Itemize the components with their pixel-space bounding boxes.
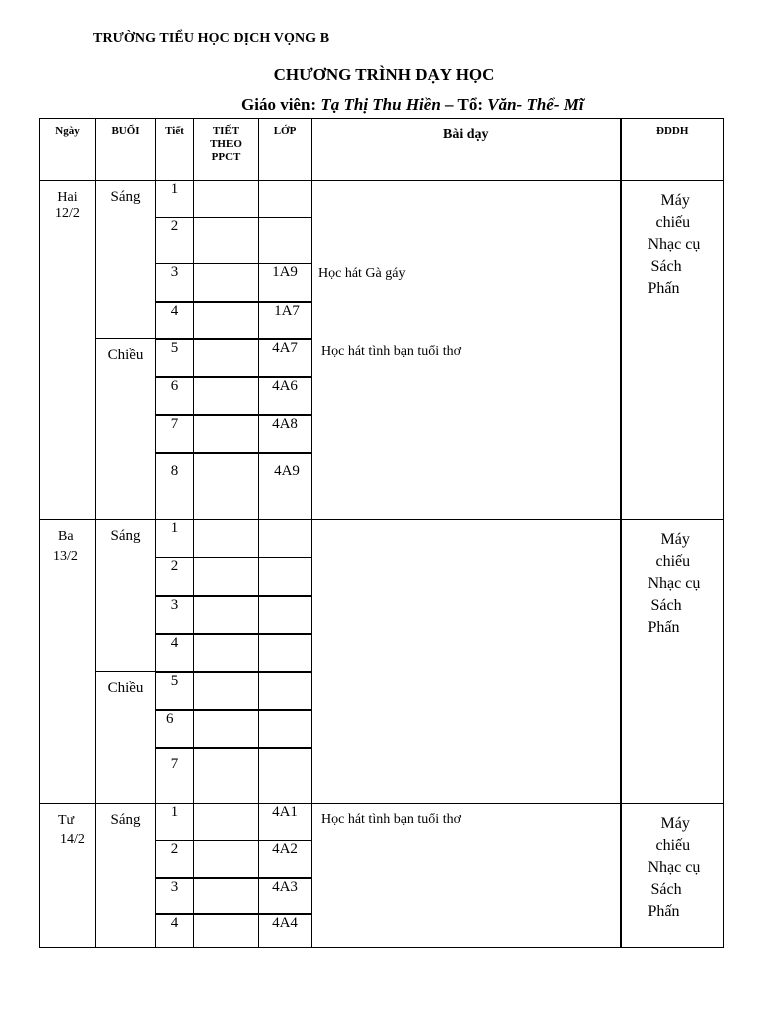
class-cell: 4A6 xyxy=(259,377,312,415)
lesson-text: Học hát Gà gáy xyxy=(318,266,406,281)
period-cell: 2 xyxy=(156,218,194,264)
day-name: Tư xyxy=(58,813,75,828)
col-header-session: BUỔI xyxy=(96,119,156,181)
class-cell xyxy=(259,558,312,596)
ppct-cell xyxy=(194,339,259,377)
period-cell: 1 xyxy=(156,804,194,841)
day-name: Hai xyxy=(57,190,78,205)
ppct-cell xyxy=(194,181,259,218)
class-cell xyxy=(259,672,312,710)
col-header-day: Ngày xyxy=(40,119,96,181)
equipment-item: Phấn xyxy=(647,903,680,920)
day-cell xyxy=(40,804,96,948)
period-cell: 5 xyxy=(156,339,194,377)
col-header-equipment: ĐDDH xyxy=(621,119,724,181)
period-cell: 1 xyxy=(156,181,194,218)
lesson-cell xyxy=(312,181,621,520)
class-cell: 4A7 xyxy=(259,339,312,377)
ppct-cell xyxy=(194,596,259,634)
class-cell: 4A4 xyxy=(259,914,312,948)
equipment-cell xyxy=(621,520,724,804)
ppct-cell xyxy=(194,377,259,415)
lesson-text: Học hát tình bạn tuổi thơ xyxy=(321,344,461,359)
group-name: Văn- Thể- Mĩ xyxy=(487,95,584,114)
teacher-name: Tạ Thị Thu Hiền xyxy=(320,95,441,114)
document-title: CHƯƠNG TRÌNH DẠY HỌC xyxy=(273,65,495,84)
period-cell: 3 xyxy=(156,596,194,634)
ppct-cell xyxy=(194,558,259,596)
equipment-item: chiếu xyxy=(655,553,691,570)
class-cell: 4A9 xyxy=(259,453,312,520)
period-cell: 2 xyxy=(156,841,194,878)
equipment-item: Nhạc cụ xyxy=(647,236,701,253)
schedule-table xyxy=(39,118,724,948)
session-cell: Sáng xyxy=(96,520,156,672)
period-cell: 4 xyxy=(156,634,194,672)
class-cell xyxy=(259,596,312,634)
ppct-cell xyxy=(194,748,259,804)
lesson-text: Học hát tình bạn tuổi thơ xyxy=(321,812,461,827)
teacher-label: Giáo viên: xyxy=(241,95,321,114)
session-cell: Chiều xyxy=(96,339,156,520)
school-name: TRƯỜNG TIỂU HỌC DỊCH VỌNG B xyxy=(93,31,330,46)
ppct-cell xyxy=(194,634,259,672)
col-header-period: Tiết xyxy=(156,119,194,181)
lesson-cell xyxy=(312,520,621,804)
period-cell: 8 xyxy=(156,453,194,520)
class-cell xyxy=(259,634,312,672)
equipment-item: Sách xyxy=(650,258,682,275)
ppct-cell xyxy=(194,264,259,302)
ppct-cell xyxy=(194,302,259,339)
ppct-cell xyxy=(194,914,259,948)
ppct-cell xyxy=(194,453,259,520)
equipment-item: Sách xyxy=(650,597,682,614)
equipment-item: chiếu xyxy=(655,214,691,231)
equipment-item: Nhạc cụ xyxy=(647,859,701,876)
ppct-cell xyxy=(194,415,259,453)
class-cell: 4A1 xyxy=(259,804,312,841)
class-cell xyxy=(259,710,312,748)
col-header-ppct: TIẾT THEO PPCT xyxy=(194,119,259,181)
header-row xyxy=(40,119,724,181)
group-label: Tổ: xyxy=(457,95,488,114)
period-cell: 6 xyxy=(156,377,194,415)
class-cell: 4A3 xyxy=(259,878,312,914)
period-cell: 2 xyxy=(156,558,194,596)
class-cell: 4A8 xyxy=(259,415,312,453)
equipment-item: Phấn xyxy=(647,280,680,297)
day-cell xyxy=(40,520,96,804)
day-name: Ba xyxy=(58,529,74,544)
session-cell: Sáng xyxy=(96,181,156,339)
ppct-cell xyxy=(194,841,259,878)
period-cell: 7 xyxy=(156,748,194,804)
period-cell: 7 xyxy=(156,415,194,453)
ppct-cell xyxy=(194,710,259,748)
period-cell: 3 xyxy=(156,264,194,302)
period-cell: 4 xyxy=(156,914,194,948)
equipment-cell xyxy=(621,804,724,948)
day-date: 12/2 xyxy=(55,206,80,221)
day-cell xyxy=(40,181,96,520)
class-cell: 1A7 xyxy=(259,302,312,339)
class-cell: 1A9 xyxy=(259,264,312,302)
equipment-cell xyxy=(621,181,724,520)
equipment-item: Phấn xyxy=(647,619,680,636)
teacher-line xyxy=(241,95,584,115)
class-cell xyxy=(259,520,312,558)
session-cell: Chiều xyxy=(96,672,156,804)
ppct-cell xyxy=(194,804,259,841)
equipment-item: Máy xyxy=(660,815,690,832)
equipment-item: Máy xyxy=(660,192,690,209)
col-header-class: LỚP xyxy=(259,119,312,181)
period-cell: 6 xyxy=(156,710,194,748)
table-row xyxy=(40,804,724,841)
separator-dash: – xyxy=(440,95,458,114)
period-cell: 5 xyxy=(156,672,194,710)
day-date: 14/2 xyxy=(60,832,85,847)
day-date: 13/2 xyxy=(53,549,78,564)
equipment-item: chiếu xyxy=(655,837,691,854)
class-cell xyxy=(259,181,312,218)
ppct-cell xyxy=(194,672,259,710)
ppct-cell xyxy=(194,218,259,264)
session-cell: Sáng xyxy=(96,804,156,948)
class-cell: 4A2 xyxy=(259,841,312,878)
equipment-item: Sách xyxy=(650,881,682,898)
equipment-item: Nhạc cụ xyxy=(647,575,701,592)
period-cell: 4 xyxy=(156,302,194,339)
class-cell xyxy=(259,748,312,804)
ppct-cell xyxy=(194,878,259,914)
period-cell: 1 xyxy=(156,520,194,558)
ppct-cell xyxy=(194,520,259,558)
period-cell: 3 xyxy=(156,878,194,914)
table-row xyxy=(40,520,724,558)
class-cell xyxy=(259,218,312,264)
equipment-item: Máy xyxy=(660,531,690,548)
lesson-cell xyxy=(312,804,621,948)
table-row xyxy=(40,181,724,218)
col-header-lesson: Bài dạy xyxy=(312,119,621,181)
